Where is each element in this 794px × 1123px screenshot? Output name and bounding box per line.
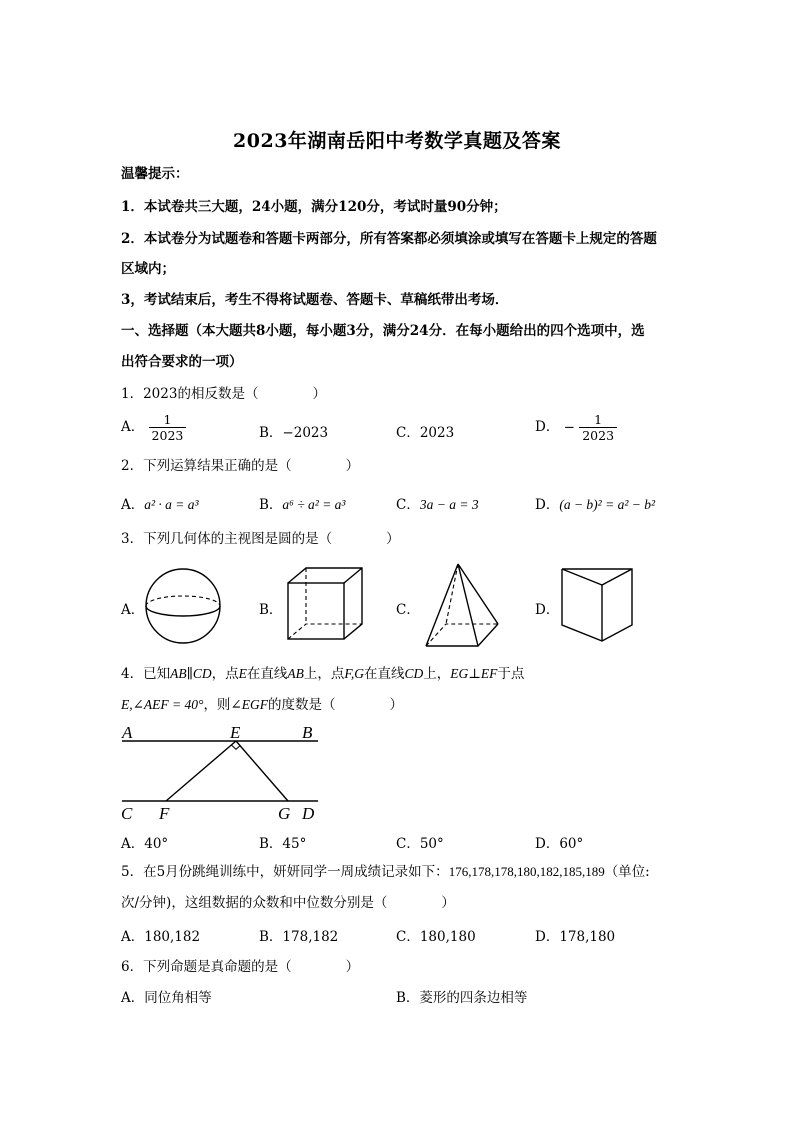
q1-stem: 1．2023的相反数是（ ）: [121, 386, 326, 402]
q1-option-a: [121, 412, 186, 443]
tip-item: 2．本试卷分为试题卷和答题卡两部分，所有答案都必须填涂或填写在答题卡上规定的答题: [121, 231, 657, 247]
q2-option-b: [259, 493, 345, 513]
q1-option-c: C．2023: [396, 425, 455, 441]
text: （单位:: [604, 864, 650, 880]
text: 5．在5月份跳绳训练中，妍妍同学一周成绩记录如下：: [121, 864, 449, 880]
segment-eg: [236, 741, 288, 801]
numerator: 1: [163, 412, 172, 427]
q3-option-b-label: B．: [259, 602, 283, 618]
option-label: D．: [535, 419, 560, 435]
math-expression: E,∠AEF = 40°: [121, 697, 204, 712]
q4-option-c: C．50°: [396, 836, 444, 852]
q4-option-a: A．40°: [121, 836, 169, 852]
q5-option-d: D．178,180: [535, 929, 616, 945]
q5-option-a: A．180,182: [121, 929, 201, 945]
page-title: 2023年湖南岳阳中考数学真题及答案: [233, 130, 561, 152]
label-a: A: [122, 723, 133, 742]
text: 4．已知: [121, 666, 171, 682]
q5-option-c: C．180,180: [396, 929, 476, 945]
text: 的度数是（ ）: [268, 697, 403, 713]
denominator: 2023: [149, 427, 187, 443]
q6-stem: 6．下列命题是真命题的是（ ）: [121, 959, 360, 975]
q3-option-c-label: C．: [396, 602, 420, 618]
label-f: F: [159, 804, 170, 823]
math-expression: 3a − a = 3: [419, 497, 479, 512]
q4-option-d: D．60°: [535, 836, 584, 852]
option-label: A．: [121, 497, 145, 513]
text: 在直线: [363, 666, 405, 682]
q1-option-d: [535, 412, 617, 443]
q6-option-a: A．同位角相等: [121, 990, 212, 1006]
prism-figure: [556, 565, 646, 650]
fraction: [149, 412, 187, 443]
segment-ef: [166, 741, 236, 801]
math-expression: CD: [404, 666, 424, 681]
math-expression: EG⊥EF: [450, 666, 498, 681]
text: ，点: [211, 666, 239, 682]
q5-stem-line2: 次/分钟)，这组数据的众数和中位数分别是（ ）: [121, 895, 455, 911]
q1-option-b: B．−2023: [259, 425, 329, 441]
q6-option-b: B．菱形的四条边相等: [396, 990, 528, 1006]
cube-figure: [280, 565, 370, 650]
text: ，则: [203, 697, 231, 713]
section-heading-cont: 出符合要求的一项）: [121, 354, 243, 370]
math-expression: AB: [287, 666, 304, 681]
q2-stem: 2．下列运算结果正确的是（ ）: [121, 458, 360, 474]
pyramid-figure: [420, 560, 510, 655]
option-label: C．: [396, 497, 420, 513]
minus-sign: −: [563, 419, 575, 436]
text: 于点: [497, 666, 525, 682]
q5-option-b: B．178,182: [259, 929, 339, 945]
q3-option-a-label: A．: [121, 602, 145, 618]
q5-stem-line1: [121, 862, 650, 882]
option-label: D．: [535, 497, 560, 513]
math-expression: AB∥CD: [170, 666, 212, 681]
q4-stem-line1: [121, 664, 524, 684]
text: 上，: [423, 666, 451, 682]
math-expression: E: [238, 666, 247, 681]
tip-item: 区域内；: [121, 261, 175, 277]
math-expression: F,G: [344, 666, 364, 681]
q4-stem-line2: [121, 695, 403, 715]
fraction: [579, 412, 617, 443]
q3-option-d-label: D．: [535, 602, 560, 618]
label-c: C: [121, 804, 133, 823]
text: 上，点: [303, 666, 345, 682]
math-expression: a² · a = a³: [144, 497, 199, 512]
q4-option-b: B．45°: [259, 836, 307, 852]
label-e: E: [230, 723, 241, 742]
q2-option-d: [535, 493, 655, 513]
text: 在直线: [246, 666, 288, 682]
section-heading: 一、选择题（本大题共8小题，每小题3分，满分24分．在每小题给出的四个选项中，选: [121, 323, 645, 339]
tip-item: 3，考试结束后，考生不得将试题卷、答题卡、草稿纸带出考场．: [121, 292, 509, 308]
option-label: B．: [259, 497, 283, 513]
q2-option-c: [396, 493, 479, 513]
tips-heading: 温馨提示：: [121, 166, 189, 182]
sphere-figure: [140, 568, 230, 648]
denominator: 2023: [579, 427, 617, 443]
math-expression: ∠EGF: [230, 697, 268, 712]
q3-stem: 3．下列几何体的主视图是圆的是（ ）: [121, 531, 400, 547]
label-g: G: [278, 804, 291, 823]
option-label: A．: [121, 419, 145, 435]
math-expression: a⁶ ÷ a² = a³: [282, 497, 346, 512]
tip-item: 1．本试卷共三大题，24小题，满分120分，考试时量90分钟；: [121, 199, 507, 215]
label-b: B: [302, 723, 313, 742]
data-values: 176,178,178,180,182,185,189: [448, 864, 605, 879]
numerator: 1: [594, 412, 603, 427]
label-d: D: [302, 804, 315, 823]
parallel-lines-figure: [118, 720, 328, 825]
math-expression: (a − b)² = a² − b²: [559, 497, 656, 512]
q2-option-a: [121, 493, 199, 513]
